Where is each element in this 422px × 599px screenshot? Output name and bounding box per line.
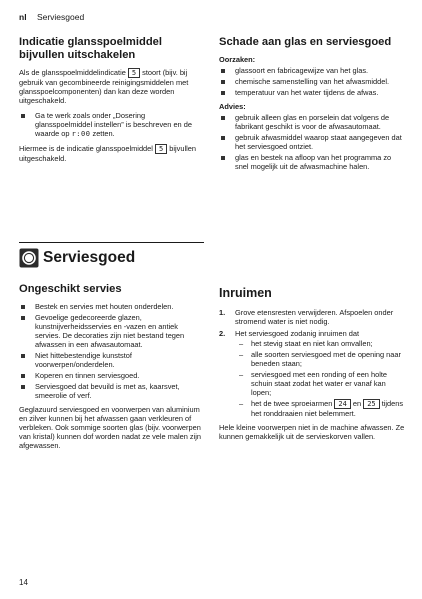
section-rule	[19, 242, 204, 243]
loading-steps	[219, 308, 405, 418]
header-section: Serviesgoed	[36, 12, 85, 22]
indicator-box: 5	[128, 68, 140, 78]
heading-glass-damage: Schade aan glas en serviesgoed	[219, 36, 392, 48]
dash-item: – alle soorten serviesgoed met de opening naar beneden staan;	[235, 350, 405, 368]
running-header	[19, 12, 84, 22]
paragraph-discoloration: Geglazuurd serviesgoed en voorwerpen van aluminium en zilver kunnen bij het afwassen gaan verkleuren of verbleken. Ook sommige soorten glas (bijv. voorwerpen van kristal) kunnen dof worden nadat ze vele malen zijn afgewassen.	[19, 405, 201, 450]
text-span: het de twee sproeiarmen	[251, 399, 333, 408]
advice-list	[219, 113, 405, 171]
segment-display-value: r:00	[71, 130, 91, 138]
heading-loading: Inruimen	[219, 286, 272, 300]
dash-list	[235, 339, 405, 418]
list-item: Koperen en tinnen serviesgoed.	[19, 371, 204, 380]
list-item: Gevoelige gedecoreerde glazen, kunstnijverheidsservies en -vazen en antiek servies. De decoraties zijn niet bestand tegen afwassen in een afwasautomaat.	[19, 313, 204, 349]
causes-label: Oorzaken:	[219, 55, 256, 64]
text-span: stoort (bijv. bij gebruik van gecombineerde reinigingsmiddelen met glansspoelcomponenten) dan kan deze worden uitgeschakeld.	[19, 68, 189, 105]
causes-list	[219, 66, 405, 97]
step-item	[219, 329, 405, 418]
heading-rinse-aid-indicator: Indicatie glansspoelmiddel bijvullen uitschakelen	[19, 36, 162, 61]
advice-label: Advies:	[219, 102, 246, 111]
dash-item: – serviesgoed met een ronding of een holte schuin staat zodat het water er vanaf kan lopen;	[235, 370, 405, 397]
text-span: Het serviesgoed zodanig inruimen dat	[235, 329, 360, 338]
list-item: gebruik alleen glas en porselein dat volgens de fabrikant geschikt is voor de afwasautomaat.	[219, 113, 405, 131]
paragraph-indicator-off	[19, 144, 204, 163]
list-item: Bestek en servies met houten onderdelen.	[19, 302, 204, 311]
text-span: Ga te werk zoals onder „Dosering glansspoelmiddel instellen” is beschreven en de waarde op	[35, 111, 192, 138]
unsuitable-list	[19, 302, 204, 400]
list-item: glassoort en fabricagewijze van het glas.	[219, 66, 405, 75]
list-item: glas en bestek na afloop van het programma zo snel mogelijk uit de afwasmachine halen.	[219, 153, 405, 171]
step-number: 1.	[219, 308, 226, 317]
spray-arm-box: 25	[363, 399, 379, 409]
indicator-box: 5	[155, 144, 167, 154]
paragraph-small-items: Hele kleine voorwerpen niet in de machine afwassen. Ze kunnen gemakkelijk uit de servieskorven vallen.	[219, 423, 405, 441]
text-span: tijdens het ronddraaien niet belemmert.	[251, 399, 404, 418]
section-title: Serviesgoed	[43, 249, 136, 267]
section-header-serviesgoed	[19, 242, 204, 268]
list-item: Serviesgoed dat bevuild is met as, kaarsvet, smeerolie of verf.	[19, 382, 204, 400]
step-item	[219, 308, 405, 326]
spray-arm-box: 24	[334, 399, 350, 409]
text-span: Als de glansspoelmiddelindicatie	[19, 68, 126, 77]
text-span: Hiermee is de indicatie glansspoelmiddel	[19, 144, 153, 153]
right-column-lower	[219, 287, 405, 447]
language-code: nl	[19, 12, 27, 22]
instruction-list	[19, 111, 204, 139]
right-column	[219, 36, 405, 176]
page-number: 14	[19, 578, 28, 587]
paragraph-rinse-aid-intro	[19, 68, 204, 105]
text-span: bijvullen uitgeschakeld.	[19, 144, 196, 163]
list-item: Niet hittebestendige kunststof voorwerpen/onderdelen.	[19, 351, 204, 369]
list-item: temperatuur van het water tijdens de afwas.	[219, 88, 405, 97]
dash-item: – het stevig staat en niet kan omvallen;	[235, 339, 405, 348]
text-span: zetten.	[92, 129, 115, 138]
list-item: gebruik afwasmiddel waarop staat aangegeven dat het serviesgoed ontziet.	[219, 133, 405, 151]
left-column	[19, 36, 204, 169]
list-item	[19, 111, 204, 139]
left-column-lower	[19, 283, 204, 456]
text-span: en	[352, 399, 362, 408]
step-number: 2.	[219, 329, 226, 338]
text-span: Grove etensresten verwijderen. Afspoelen onder stromend water is niet nodig.	[235, 308, 394, 326]
dash-item	[235, 399, 405, 418]
heading-unsuitable: Ongeschikt servies	[19, 283, 122, 295]
list-item: chemische samenstelling van het afwasmiddel.	[219, 77, 405, 86]
dishes-icon	[19, 248, 39, 268]
